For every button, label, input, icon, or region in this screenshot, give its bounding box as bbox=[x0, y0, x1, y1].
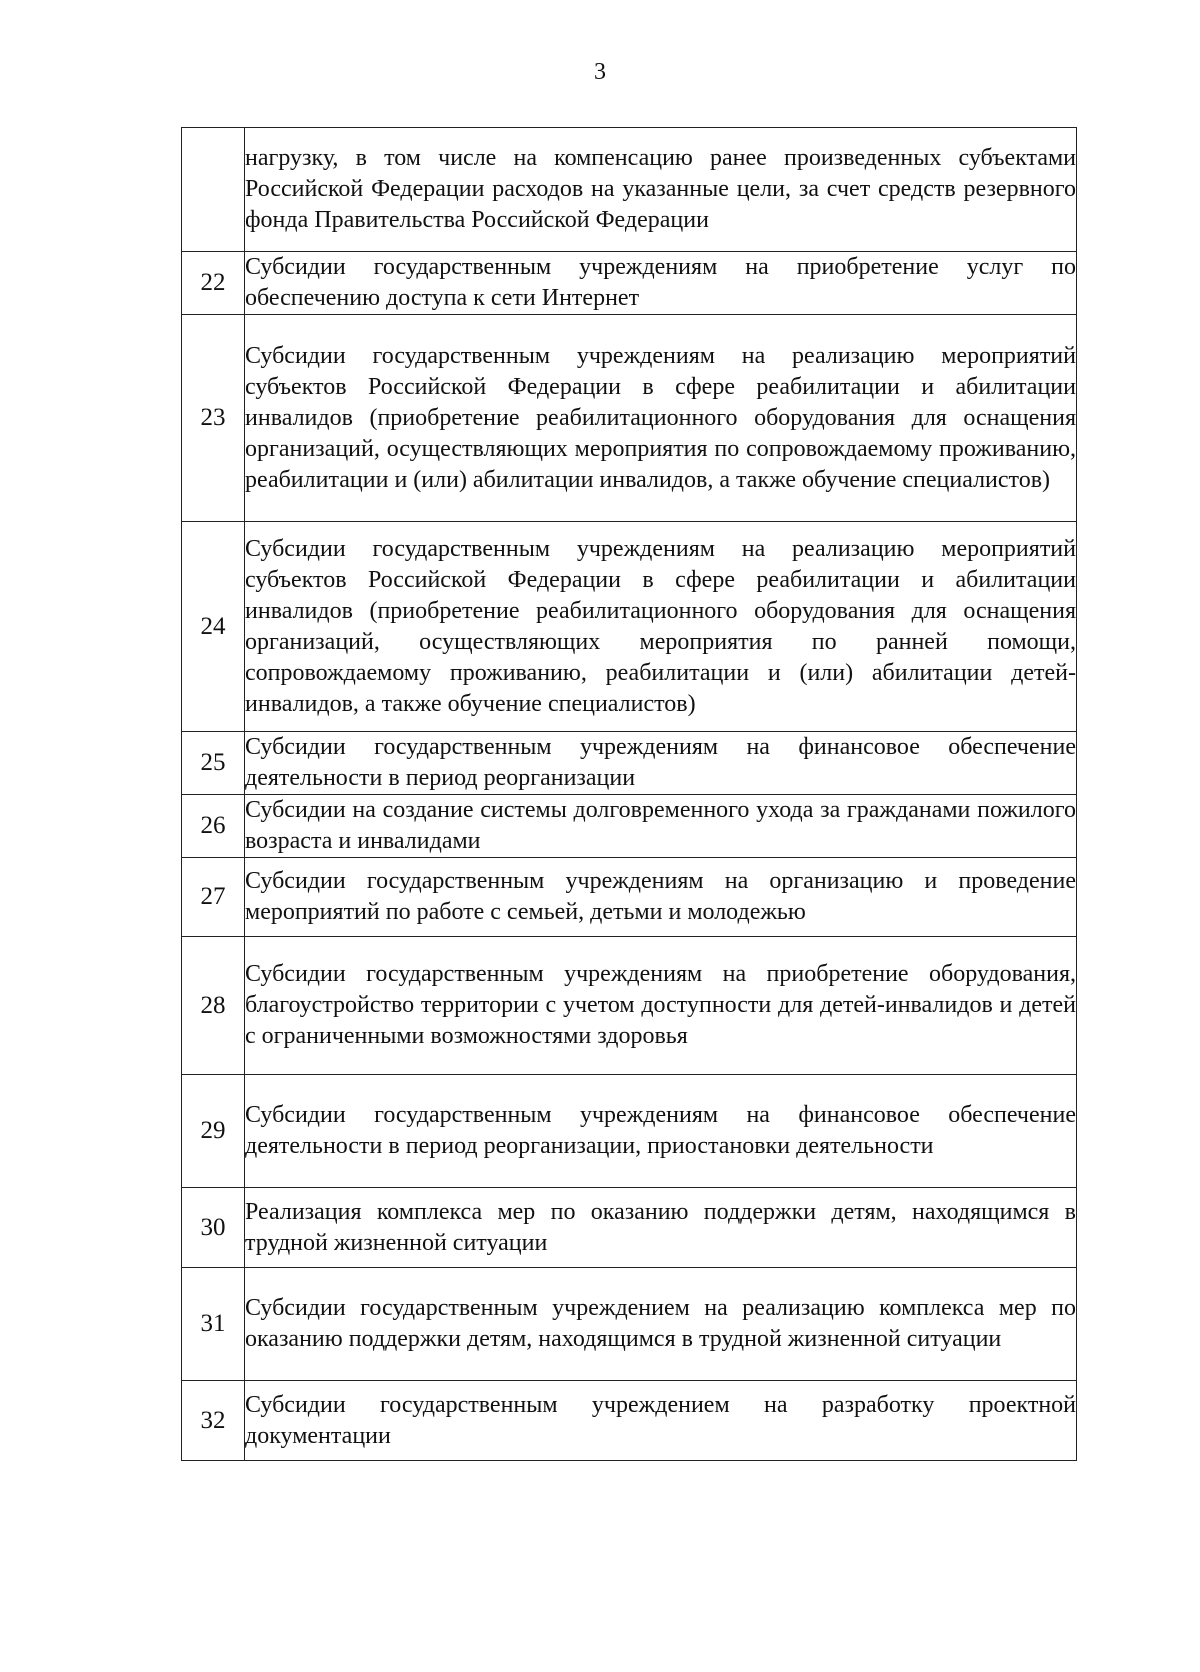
table-row bbox=[182, 1188, 1077, 1268]
table-row bbox=[182, 1381, 1077, 1461]
row-number: 24 bbox=[182, 522, 245, 732]
table-row bbox=[182, 937, 1077, 1075]
row-number: 29 bbox=[182, 1075, 245, 1188]
row-number bbox=[182, 128, 245, 252]
row-number: 31 bbox=[182, 1268, 245, 1381]
row-number: 30 bbox=[182, 1188, 245, 1268]
row-number: 23 bbox=[182, 315, 245, 522]
row-number: 32 bbox=[182, 1381, 245, 1461]
row-text: Реализация комплекса мер по оказанию поддержки детям, находящимся в трудной жизненной ситуации bbox=[245, 1188, 1077, 1268]
row-text: Субсидии государственным учреждением на разработку проектной документации bbox=[245, 1381, 1077, 1461]
row-number: 25 bbox=[182, 732, 245, 795]
table-row bbox=[182, 732, 1077, 795]
row-text: Субсидии государственным учреждениям на реализацию мероприятий субъектов Российской Федерации в сфере реабилитации и абилитации инвалидов (приобретение реабилитационного оборудования для оснащения организаций, осуществляющих мероприятия по ранней помощи, сопровождаемому проживанию, реабилитации и (или) абилитации детей-инвалидов, а также обучение специалистов) bbox=[245, 522, 1077, 732]
subsidy-table bbox=[181, 127, 1077, 1461]
page-number: 3 bbox=[594, 59, 606, 85]
row-text: нагрузку, в том числе на компенсацию ранее произведенных субъектами Российской Федерации расходов на указанные цели, за счет средств резервного фонда Правительства Российской Федерации bbox=[245, 128, 1077, 252]
row-number: 22 bbox=[182, 252, 245, 315]
table-row bbox=[182, 315, 1077, 522]
row-text: Субсидии государственным учреждениям на финансовое обеспечение деятельности в период реорганизации, приостановки деятельности bbox=[245, 1075, 1077, 1188]
row-number: 26 bbox=[182, 795, 245, 858]
table-row bbox=[182, 1075, 1077, 1188]
table-row bbox=[182, 522, 1077, 732]
row-text: Субсидии на создание системы долговременного ухода за гражданами пожилого возраста и инвалидами bbox=[245, 795, 1077, 858]
table-row bbox=[182, 858, 1077, 937]
table-row bbox=[182, 795, 1077, 858]
row-number: 27 bbox=[182, 858, 245, 937]
row-text: Субсидии государственным учреждениям на реализацию мероприятий субъектов Российской Федерации в сфере реабилитации и абилитации инвалидов (приобретение реабилитационного оборудования для оснащения организаций, осуществляющих мероприятия по сопровождаемому проживанию, реабилитации и (или) абилитации инвалидов, а также обучение специалистов) bbox=[245, 315, 1077, 522]
row-text: Субсидии государственным учреждениям на организацию и проведение мероприятий по работе с семьей, детьми и молодежью bbox=[245, 858, 1077, 937]
row-number: 28 bbox=[182, 937, 245, 1075]
row-text: Субсидии государственным учреждениям на приобретение оборудования, благоустройство территории с учетом доступности для детей-инвалидов и детей с ограниченными возможностями здоровья bbox=[245, 937, 1077, 1075]
row-text: Субсидии государственным учреждением на реализацию комплекса мер по оказанию поддержки детям, находящимся в трудной жизненной ситуации bbox=[245, 1268, 1077, 1381]
row-text: Субсидии государственным учреждениям на финансовое обеспечение деятельности в период реорганизации bbox=[245, 732, 1077, 795]
table-row bbox=[182, 252, 1077, 315]
table-row bbox=[182, 128, 1077, 252]
table-row bbox=[182, 1268, 1077, 1381]
row-text: Субсидии государственным учреждениям на приобретение услуг по обеспечению доступа к сети Интернет bbox=[245, 252, 1077, 315]
